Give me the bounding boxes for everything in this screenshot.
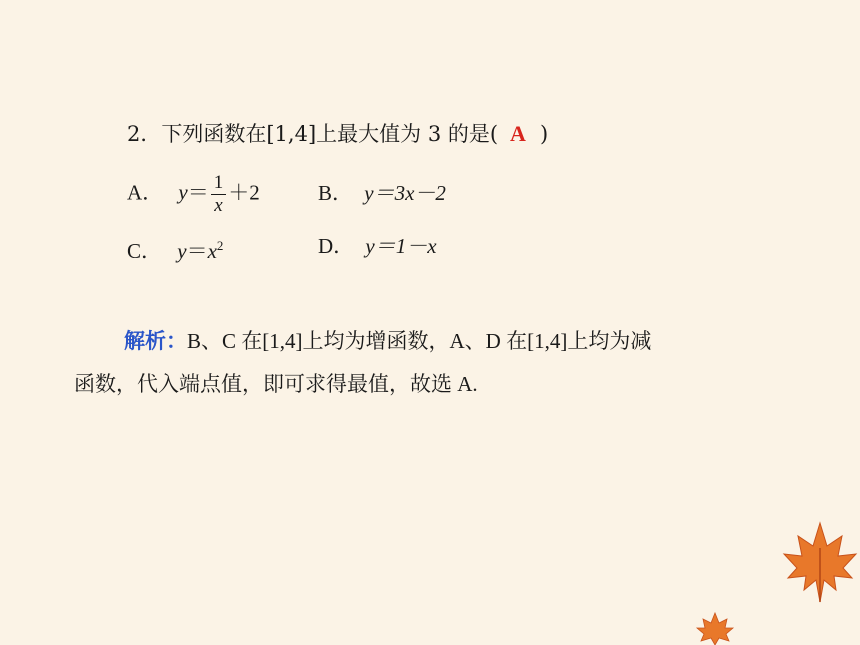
maple-leaf-icon [780,518,860,608]
option-c [127,232,223,265]
small-maple-leaf-icon [695,610,735,645]
option-d [318,232,437,260]
option-c-label: C． [127,239,163,263]
option-a-fraction [211,172,227,217]
analysis-text-1: B、C 在[1,4]上均为增函数，A、D 在[1,4]上均为减 [187,329,652,353]
option-b-label: B． [318,181,354,205]
option-c-eq: ＝ [186,239,208,263]
answer-choice: A [510,121,526,146]
analysis-line-1 [74,320,794,363]
option-d-text: y＝1－x [365,234,437,258]
question-prefix: 2．下列函数在[1,4]上最大值为 3 的是( [127,122,499,146]
fraction-denominator: x [214,195,223,216]
analysis-block [74,320,794,406]
option-a [127,172,260,217]
option-b-text: y＝3x－2 [364,181,446,205]
option-c-base: x [207,239,217,263]
option-c-exponent: 2 [216,238,224,253]
option-d-label: D． [318,234,355,258]
question-suffix: ) [539,122,549,146]
option-a-label: A． [127,180,164,205]
option-b [318,179,446,207]
analysis-text-2: 函数，代入端点值，即可求得最值，故选 A. [74,372,478,396]
fraction-numerator: 1 [211,172,227,195]
option-a-y: y [178,180,188,205]
analysis-tag: 解析： [124,329,187,353]
option-c-y: y [177,239,187,263]
option-a-rest: ＋2 [228,180,260,205]
question-stem [127,120,548,148]
option-a-eq: ＝ [187,180,209,205]
